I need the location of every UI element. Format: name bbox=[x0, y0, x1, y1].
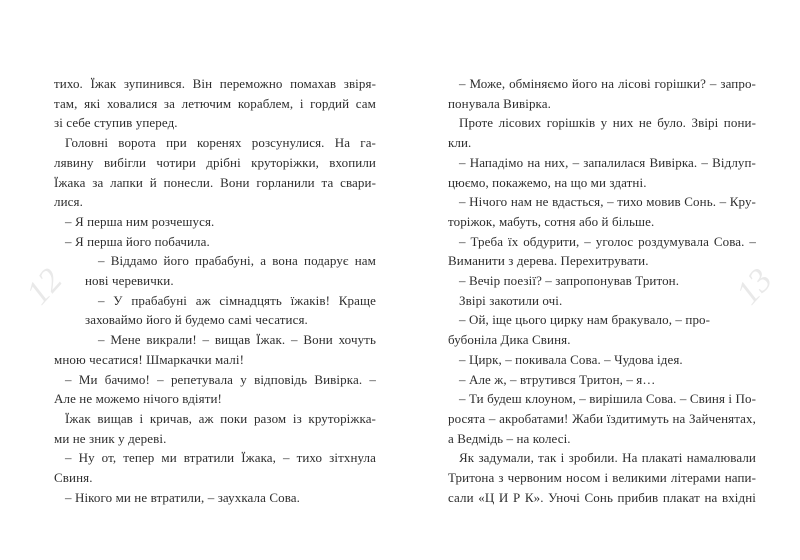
right-page-text bbox=[448, 74, 756, 507]
left-page-text bbox=[54, 74, 376, 507]
text-line: Їжак вищав і кричав, аж поки разом із круторіжка- bbox=[65, 410, 376, 426]
text-line: нові черевички. bbox=[85, 273, 174, 289]
text-line: Як задумали, так і зробили. На плакаті намалювали bbox=[459, 450, 756, 466]
right-page bbox=[400, 0, 800, 560]
text-line: – Треба їх обдурити, – уголос роздумувала Сова. – bbox=[459, 233, 756, 249]
text-line: заховаймо його й будемо самі чесатися. bbox=[85, 312, 308, 328]
text-line: Їжака за лапки й понесли. Вони горланили та свари- bbox=[54, 174, 376, 190]
text-line: цюємо, покажемо, на що ми здатні. bbox=[448, 174, 647, 190]
text-line: понувала Вивірка. bbox=[448, 95, 551, 111]
text-line: там, які ховалися за летючим кораблем, і гордий сам bbox=[54, 95, 376, 111]
text-line: – У прабабуні аж сімнадцять їжаків! Краще bbox=[98, 292, 376, 308]
text-line: Але не можемо нічого вдіяти! bbox=[54, 391, 222, 407]
text-line: мною чесатися! Шмаркачки малі! bbox=[54, 351, 245, 367]
text-line: – Я перша ним розчешуся. bbox=[65, 213, 215, 229]
page-number-watermark-left: 12 bbox=[19, 261, 70, 312]
text-line: Проте лісових горішків у них не було. Звірі пони- bbox=[459, 115, 756, 131]
text-line: сали «Ц И Р К». Уночі Сонь прибив плакат на вхідні bbox=[448, 489, 756, 505]
page-number-watermark-right: 13 bbox=[729, 261, 780, 312]
text-line: а Ведмідь – на колесі. bbox=[448, 430, 571, 446]
text-line: – Нічого нам не вдасться, – тихо мовив Сонь. – Кру- bbox=[459, 194, 756, 210]
text-line: Звірі закотили очі. bbox=[459, 292, 563, 308]
text-line: бубоніла Дика Свиня. bbox=[448, 332, 571, 348]
text-line: зі себе ступив уперед. bbox=[54, 115, 178, 131]
text-line: Головні ворота при коренях розсунулися. На га- bbox=[65, 135, 376, 151]
text-line: лися. bbox=[54, 194, 83, 210]
text-line: – Я перша його побачила. bbox=[65, 233, 210, 249]
text-line: Свиня. bbox=[54, 470, 93, 486]
text-line: – Ти будеш клоуном, – вирішила Сова. – Свиня і По- bbox=[459, 391, 756, 407]
text-line: – Але ж, – втрутився Тритон, – я… bbox=[459, 371, 656, 387]
text-line: – Віддамо його прабабуні, а вона подарує нам bbox=[98, 253, 376, 269]
text-line: Тритона з червоним носом і великими літерами напи- bbox=[448, 470, 756, 486]
text-line: – Цирк, – покивала Сова. – Чудова ідея. bbox=[459, 351, 683, 367]
text-line: – Мене викрали! – вищав Їжак. – Вони хочуть bbox=[98, 332, 376, 348]
text-line: Виманити з дерева. Перехитрувати. bbox=[448, 253, 649, 269]
text-line: кли. bbox=[448, 135, 472, 151]
text-line: – Може, обміняємо його на лісові горішки? – запро- bbox=[459, 76, 756, 91]
text-line: – Вечір поезії? – запропонував Тритон. bbox=[459, 273, 680, 289]
text-line: – Ми бачимо! – репетувала у відповідь Вивірка. – bbox=[65, 371, 376, 387]
text-line: – Ой, іще цього цирку нам бракувало, – про- bbox=[459, 312, 711, 328]
text-line: торіжок, мабуть, сотня або й більше. bbox=[448, 213, 655, 229]
text-line: росята – акробатами! Жаби їздитимуть на Зайченятах, bbox=[448, 410, 756, 426]
text-line: лявину вибігли чотири дрібні круторіжки, вхопили bbox=[54, 154, 376, 170]
text-line: – Нікого ми не втратили, – заухкала Сова. bbox=[65, 489, 301, 505]
text-line: тихо. Їжак зупинився. Він переможно помахав звіря- bbox=[54, 76, 376, 91]
text-line: – Ну от, тепер ми втратили Їжака, – тихо зітхнула bbox=[65, 450, 376, 466]
text-line: – Нападімо на них, – запалилася Вивірка. – Відлуп- bbox=[459, 154, 756, 170]
text-line: ми не зник у дереві. bbox=[54, 430, 167, 446]
